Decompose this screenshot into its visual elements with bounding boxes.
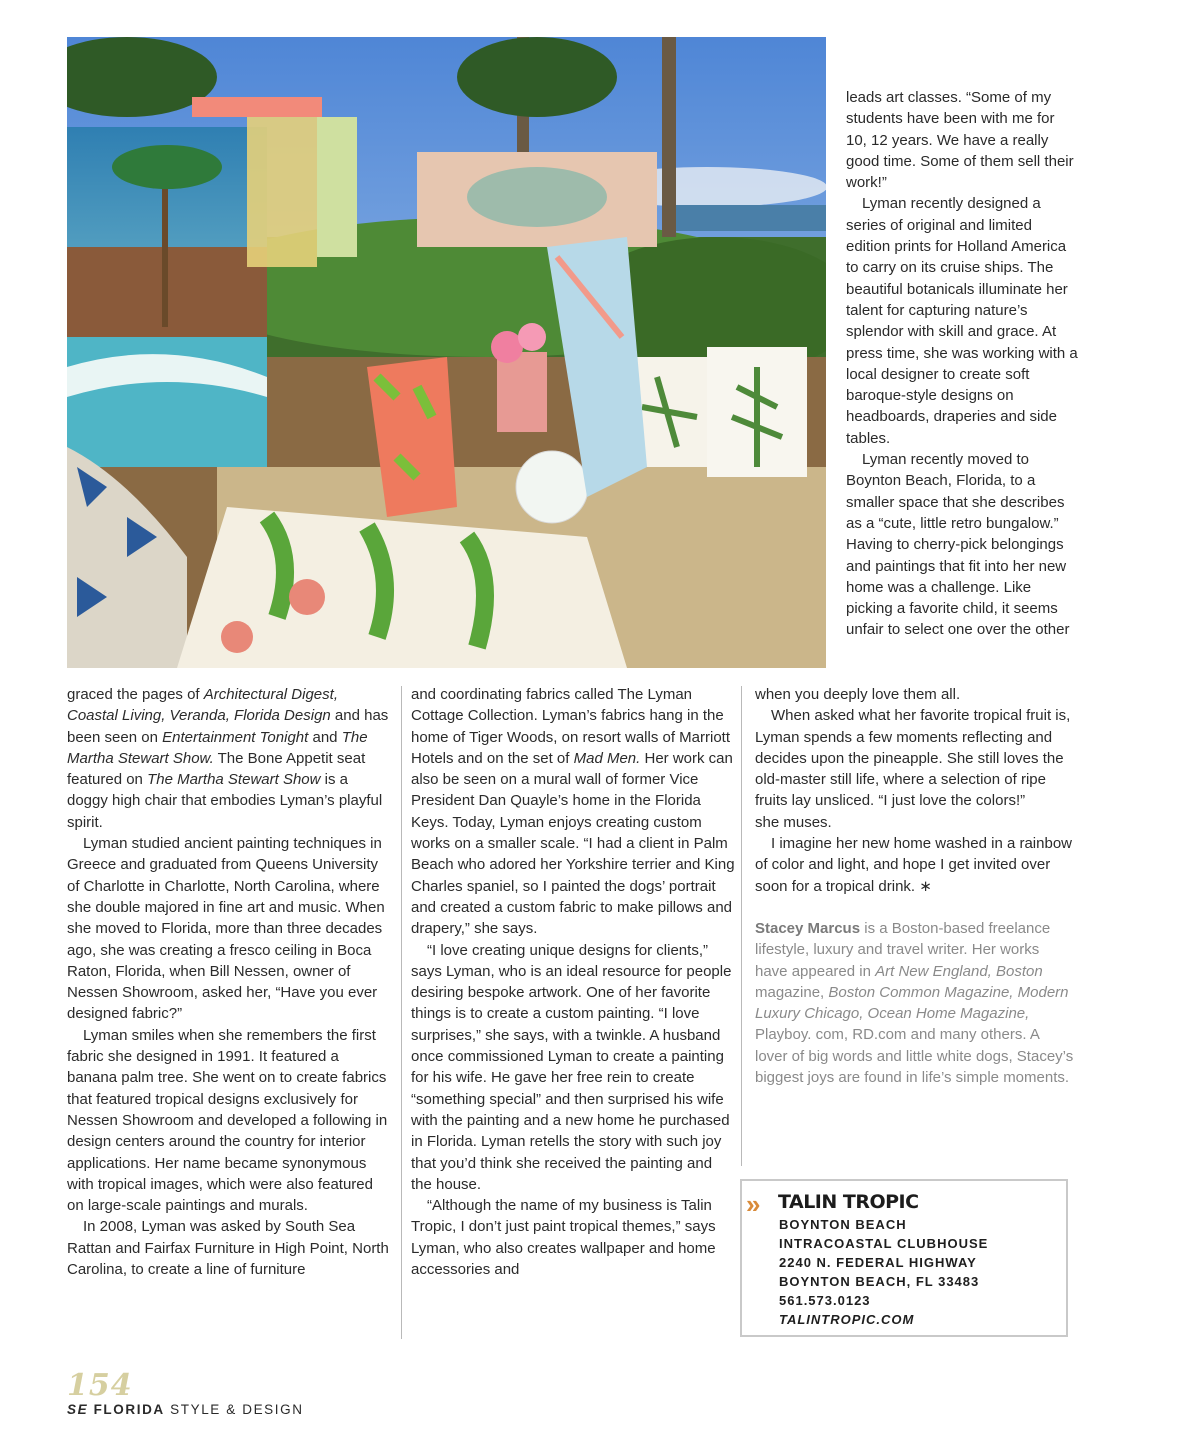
text: magazine,	[755, 983, 829, 1001]
text: The Bone Appetit seat featured on	[67, 749, 366, 789]
text: Playboy. com, RD.com and many others. A lover of big words and little white dogs, Stacey’s biggest joys are found in life’s simple moments.	[755, 1026, 1074, 1087]
info-line: BOYNTON BEACH	[779, 1217, 907, 1232]
info-line: INTRACOASTAL CLUBHOUSE	[779, 1236, 989, 1251]
magazine-rest: STYLE & DESIGN	[170, 1402, 304, 1417]
paragraph: “I love creating unique designs for clients,” says Lyman, who is an ideal resource for people desiring bespoke artwork. One of her favorite things is to create a custom painting. “I love surprises,” she says, with a twinkle. A husband once commissioned Lyman to create a painting for his wife. He gave her free rein to create “something special” and then surprised his wife with the painting and a new home he purchased in Florida. Lyman retells the story with such joy that you’d think she received the painting and the house.	[411, 941, 732, 1193]
text: and coordinating fabrics called The Lyman Cottage Collection. Lyman’s fabrics hang in the home of Tiger Woods, on resort walls of Marriott Hotels and on the set of	[411, 686, 731, 767]
column-3	[755, 684, 1075, 1088]
paragraph: “Although the name of my business is Talin Tropic, I don’t just paint tropical themes,” says Lyman, who also creates wallpaper and home accessories and	[411, 1197, 716, 1279]
website-link[interactable]: TALINTROPIC.COM	[779, 1312, 915, 1327]
author-bio	[755, 918, 1075, 1088]
business-details	[779, 1215, 988, 1329]
column-divider	[741, 686, 742, 1166]
paragraph: leads art classes. “Some of my students have been with me for 10, 12 years. We have a really good time. Some of them sell their work!”	[846, 89, 1074, 192]
italic-text: Mad Men.	[573, 749, 641, 767]
column-3-top	[846, 87, 1078, 641]
italic-text: Boston Common Magazine, Modern Luxury Chicago, Ocean Home Magazine,	[755, 983, 1069, 1023]
chevron-icon: »	[746, 1189, 755, 1219]
text: and has been seen on	[67, 707, 389, 746]
feature-photo	[67, 37, 826, 668]
italic-text: Art New England, Boston	[875, 962, 1043, 980]
paragraph: I imagine her new home washed in a rainbow of color and light, and hope I get invited over soon for a tropical drink. ∗	[755, 835, 1073, 895]
garden-art-display-photo	[67, 37, 826, 668]
business-info-box	[740, 1179, 1068, 1337]
text: is a Boston-based freelance lifestyle, luxury and travel writer. Her works have appeared in	[755, 919, 1051, 980]
text: is a doggy high chair that embodies Lyman’s playful spirit.	[67, 771, 383, 831]
page-number: 154	[67, 1368, 133, 1403]
magazine-bold: FLORIDA	[93, 1402, 165, 1417]
author-name: Stacey Marcus	[755, 919, 861, 937]
magazine-prefix: SE	[67, 1402, 89, 1417]
paragraph: she muses.	[755, 813, 832, 831]
italic-text: The Martha Stewart Show.	[67, 728, 368, 767]
paragraph: Lyman studied ancient painting techniques in Greece and graduated from Queens University of Charlotte in Charlotte, North Carolina, where she double majored in fine art and music. When she moved to Florida, more than three decades ago, she was creating a fresco ceiling in Boca Raton, Florida, when Bill Nessen, owner of Nessen Showroom, asked her, “Have you ever designed fabric?”	[67, 835, 385, 1023]
paragraph: when you deeply love them all.	[755, 686, 961, 703]
paragraph: In 2008, Lyman was asked by South Sea Rattan and Fairfax Furniture in High Point, North Carolina, to create a line of furniture	[67, 1218, 389, 1279]
paragraph	[411, 684, 736, 940]
italic-text: Entertainment Tonight	[162, 728, 309, 746]
text: Her work can also be seen on a mural wall of former Vice President Dan Quayle’s home in the Florida Keys. Today, Lyman enjoys creating custom works on a smaller scale. “I had a client in Palm Beach who adored her Yorkshire terrier and King Charles spaniel, so I painted the dogs’ portrait and created a custom fabric to make pillows and drapery,” she says.	[411, 749, 735, 938]
info-line: 2240 N. FEDERAL HIGHWAY	[779, 1255, 977, 1270]
paragraph: Lyman smiles when she remembers the first fabric she designed in 1991. It featured a banana palm tree. She went on to create fabrics that featured tropical designs exclusively for Nessen Showroom and developed a following in design centers around the country for interior applications. Her name became synonymous with tropical images, which were also featured on large-scale paintings and murals.	[67, 1026, 388, 1215]
paragraph: Lyman recently designed a series of original and limited edition prints for Holland America to carry on its cruise ships. The beautiful botanicals illuminate her talent for capturing nature’s splendor with skill and grace. At press time, she was working with a local designer to create soft baroque-style designs on headboards, draperies and side tables.	[846, 195, 1078, 447]
text: and	[308, 728, 342, 746]
italic-text: Architectural Digest, Coastal Living, Veranda, Florida Design	[67, 686, 338, 725]
italic-text: The Martha Stewart Show	[147, 771, 321, 789]
paragraph	[67, 684, 392, 833]
info-line: BOYNTON BEACH, FL 33483	[779, 1274, 980, 1289]
phone-number: 561.573.0123	[779, 1293, 871, 1308]
paragraph: Lyman recently moved to Boynton Beach, Florida, to a smaller space that she describes as a “cute, little retro bungalow.” Having to cherry-pick belongings and paintings that fit into her new home was a challenge. Like picking a favorite child, it seems unfair to select one over the other	[846, 451, 1070, 639]
column-1	[67, 684, 392, 1280]
text: graced the pages of	[67, 686, 204, 703]
business-name: TALIN TROPIC	[778, 1191, 919, 1213]
magazine-name	[67, 1402, 304, 1417]
paragraph: When asked what her favorite tropical fruit is, Lyman spends a few moments reflecting and decides upon the pineapple. She still loves the old-master still life, where a selection of ripe fruits lay unsliced. “I just love the colors!”	[755, 707, 1071, 810]
column-2	[411, 684, 736, 1280]
column-divider	[401, 686, 402, 1339]
